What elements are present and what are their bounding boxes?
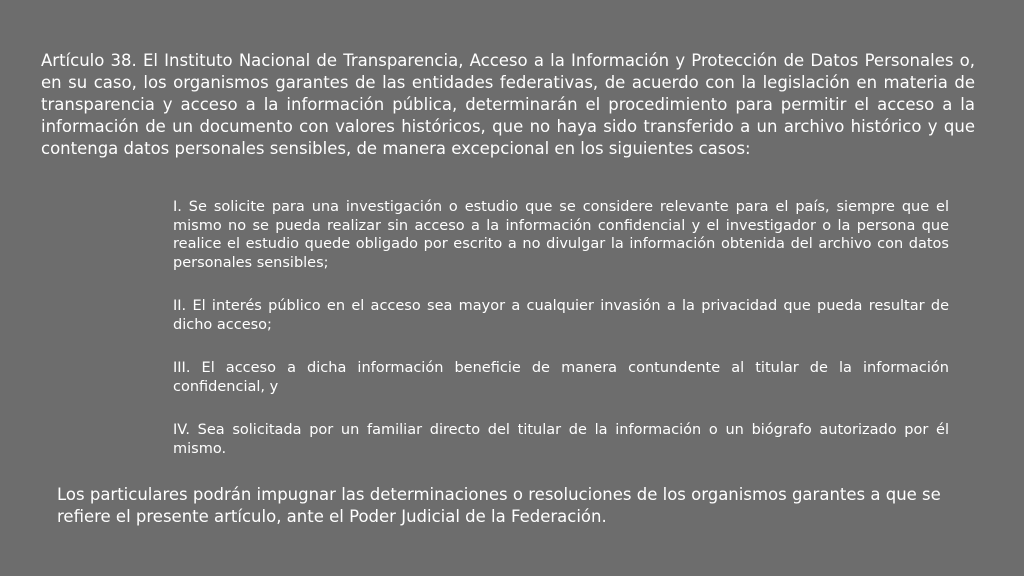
list-item-i: I. Se solicite para una investigación o estudio que se considere relevante para el país, siempre que el mismo no se pueda realizar sin acceso a la información confidencial y el investigador o la persona que realice el estudio quede obligado por escrito a no divulgar la información obtenida del archivo con datos personales sensibles; [173, 199, 949, 271]
article-paragraph: Artículo 38. El Instituto Nacional de Transparencia, Acceso a la Información y Protección de Datos Personales o, en su caso, los organismos garantes de las entidades federativas, de acuerdo con la legislación en materia de transparencia y acceso a la información pública, determinarán el procedimiento para permitir el acceso a la información de un documento con valores históricos, que no haya sido transferido a un archivo histórico y que contenga datos personales sensibles, de manera excepcional en los siguientes casos: [41, 51, 975, 158]
cases-list [173, 198, 949, 483]
list-item-iv: IV. Sea solicitada por un familiar directo del titular de la información o un biógrafo autorizado por él mismo. [173, 422, 949, 457]
list-item-iii: III. El acceso a dicha información beneficie de manera contundente al titular de la información confidencial, y [173, 360, 949, 395]
closing-paragraph: Los particulares podrán impugnar las determinaciones o resoluciones de los organismos garantes a que se refiere el presente artículo, ante el Poder Judicial de la Federación. [57, 485, 941, 526]
list-item-ii: II. El interés público en el acceso sea mayor a cualquier invasión a la privacidad que pueda resultar de dicho acceso; [173, 298, 949, 333]
